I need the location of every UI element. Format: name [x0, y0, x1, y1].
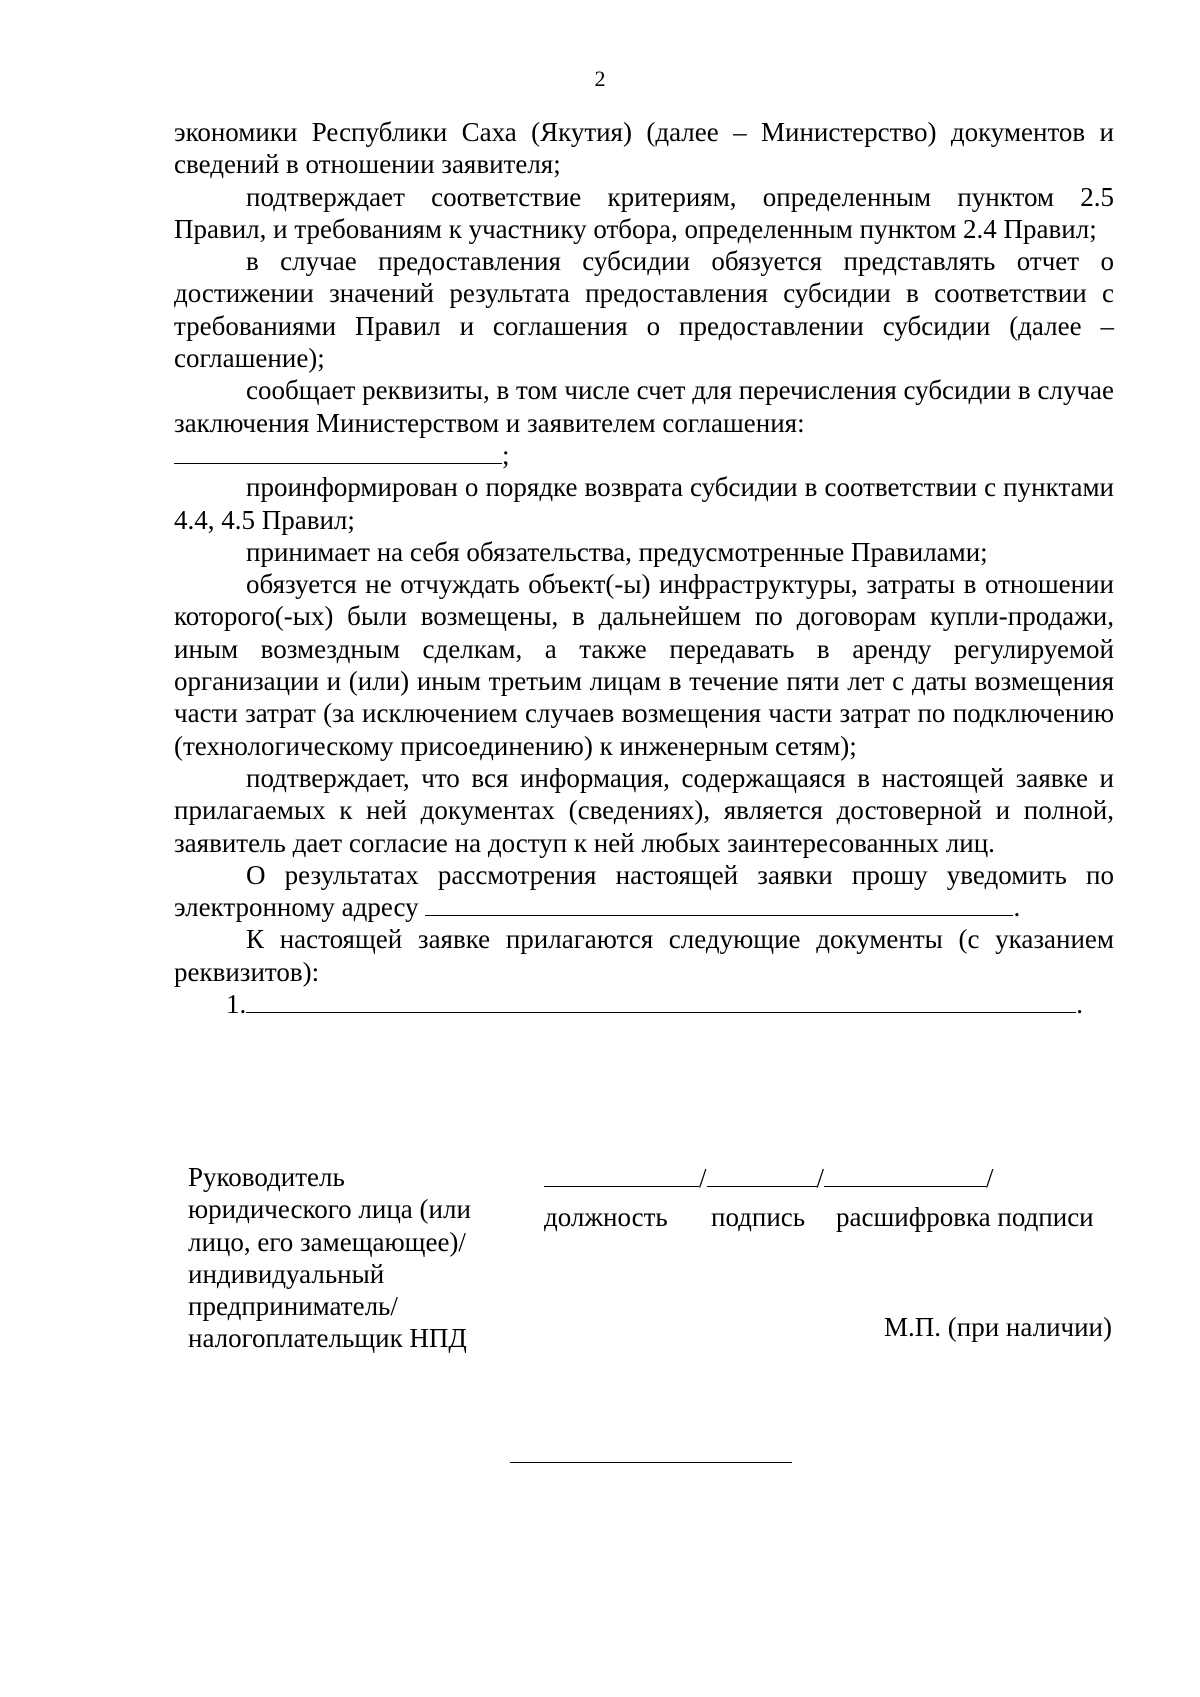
- attachment-item-field[interactable]: [246, 988, 1076, 1013]
- email-end: .: [1013, 892, 1021, 923]
- bank-details-end: ;: [502, 439, 510, 470]
- caption-signature: подпись: [711, 1202, 806, 1232]
- paragraph-email-notify: [174, 859, 1114, 924]
- signatory-label-line: лицо, его замещающее)/: [188, 1226, 466, 1257]
- paragraph-report-obligation: в случае предоставления субсидии обязуется представлять отчет о достижении значений результата предоставления субсидии в соответствии с требованиями Правил и соглашения о предоставлении субсидии (далее – соглашение);: [174, 246, 1114, 374]
- paragraph-refund-info: проинформирован о порядке возврата субсидии в соответствии с пунктами 4.4, 4.5 Правил;: [174, 472, 1114, 535]
- caption-decoding: расшифровка подписи: [836, 1202, 1094, 1232]
- separator: /: [816, 1163, 825, 1193]
- page-number: 2: [594, 66, 606, 91]
- paragraph-bank-details: [174, 374, 1114, 439]
- paragraph-information-accuracy: подтверждает, что вся информация, содержащаяся в настоящей заявке и прилагаемых к ней документах (сведениях), является достоверной и полной, заявитель дает согласие на доступ к ней любых заинтересованных лиц.: [174, 762, 1114, 858]
- bank-details-line: [174, 439, 1114, 471]
- signatory-label-line: предприниматель/: [188, 1291, 398, 1322]
- paragraph-criteria: подтверждает соответствие критериям, определенным пунктом 2.5 Правил, и требованиям к участнику отбора, определенным пунктом 2.4 Правил;: [174, 181, 1114, 244]
- attachment-item-end: .: [1076, 989, 1083, 1020]
- separator: /: [986, 1163, 994, 1193]
- attachment-item-1: [174, 988, 1114, 1020]
- signatory-label-line: Руководитель: [188, 1162, 345, 1192]
- email-notify-text: О результатах рассмотрения настоящей заявки прошу уведомить по электронному адресу: [174, 859, 1114, 923]
- signature-field[interactable]: [707, 1164, 817, 1187]
- signatory-label-line: индивидуальный: [188, 1258, 385, 1289]
- paragraph-obligations: принимает на себя обязательства, предусмотренные Правилами;: [246, 536, 988, 567]
- paragraph-ministry-continuation: экономики Республики Саха (Якутия) (далее – Министерство) документов и сведений в отношении заявителя;: [174, 117, 1114, 180]
- signatory-label-line: налогоплательщик НПД: [188, 1323, 467, 1354]
- email-field[interactable]: [425, 891, 1013, 916]
- attachment-item-number: 1.: [226, 989, 247, 1020]
- bank-details-text: сообщает реквизиты, в том числе счет для перечисления субсидии в случае заключения Министерством и заявителем соглашения:: [174, 375, 1114, 438]
- position-field[interactable]: [544, 1164, 699, 1187]
- end-divider: [510, 1462, 792, 1463]
- signature-fields: [544, 1162, 994, 1194]
- separator: /: [699, 1163, 707, 1193]
- paragraph-attachments: К настоящей заявке прилагаются следующие документы (с указанием реквизитов):: [174, 924, 1114, 987]
- signatory-label-line: юридического лица (или: [188, 1194, 471, 1225]
- bank-details-field[interactable]: [174, 439, 502, 464]
- signatory-label: [188, 1161, 508, 1355]
- paragraph-no-alienation: обязуется не отчуждать объект(-ы) инфраструктуры, затраты в отношении которого(-ых) были возмещены, в дальнейшем по договорам купли-продажи, иным возмездным сделкам, а также передавать в аренду регулируемой организации и (или) иным третьим лицам в течение пяти лет с даты возмещения части затрат (за исключением случаев возмещения части затрат по подключению (технологическому присоединению) к инженерным сетям);: [174, 569, 1114, 761]
- stamp-note: М.П. (при наличии): [884, 1312, 1112, 1342]
- document-body: [174, 116, 1114, 1020]
- decoding-field[interactable]: [824, 1164, 986, 1187]
- caption-position: должность: [544, 1202, 668, 1232]
